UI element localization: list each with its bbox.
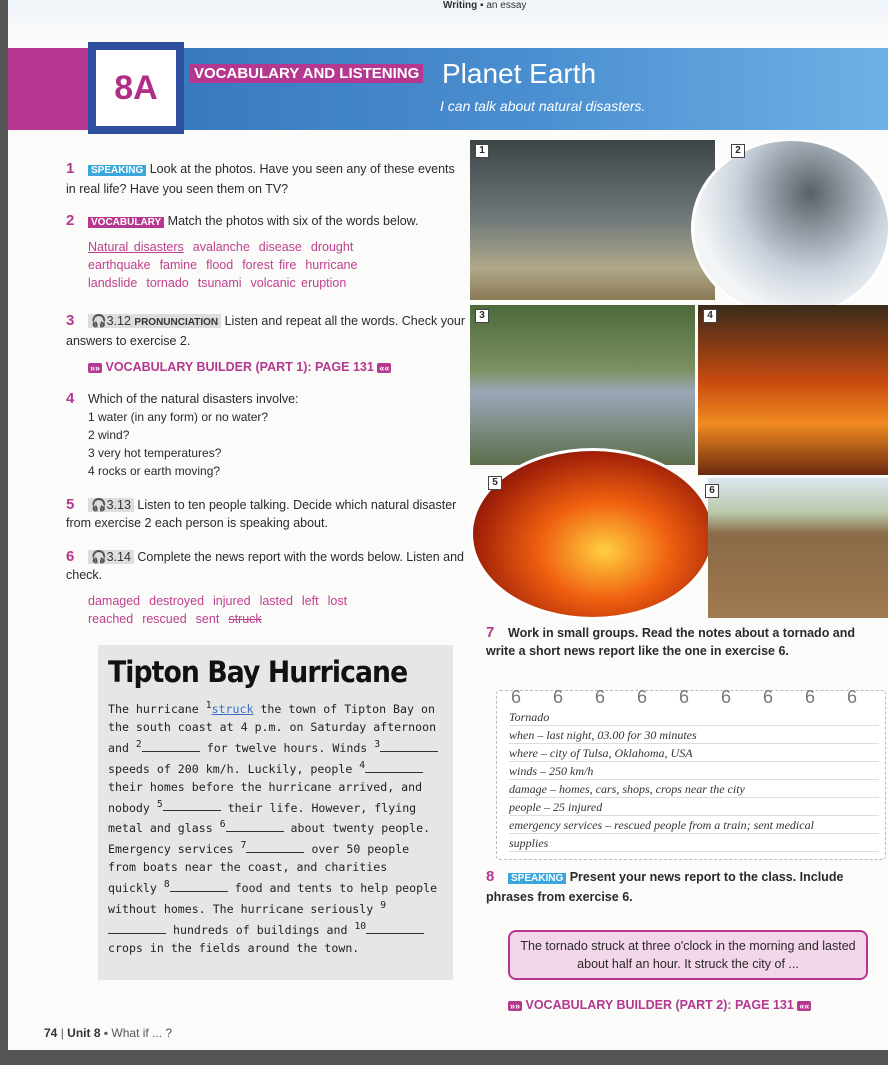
question-list: [66, 408, 466, 480]
note-line: when – last night, 03.00 for 30 minutes: [509, 727, 879, 744]
text: speeds of 200 km/h. Luckily, people: [108, 761, 360, 776]
gap-9[interactable]: [108, 933, 166, 934]
track-number: 3.14: [106, 550, 131, 564]
exercise-number: 2: [66, 212, 75, 229]
word: left: [301, 594, 319, 608]
word: destroyed: [149, 594, 205, 608]
photo-label: 1: [475, 144, 489, 158]
word: reached: [88, 612, 134, 626]
vocabulary-tag: VOCABULARY: [88, 217, 164, 228]
vocabulary-builder-link-2[interactable]: [508, 998, 811, 1012]
instruction: Work in small groups. Read the notes about a tornado and write a short news report like the one in exercise 6.: [486, 626, 856, 658]
exercise-4: [66, 390, 466, 480]
section-detail: an essay: [486, 0, 527, 11]
instruction: Complete the news report with the words below. Listen and check.: [66, 550, 464, 582]
text: their life. However, flying metal and glass: [108, 800, 417, 836]
page-number: 74: [44, 1026, 58, 1040]
note-line: supplies: [509, 835, 879, 852]
word: lasted: [259, 594, 293, 608]
word: forest fire: [242, 258, 297, 272]
page-title: Planet Earth: [442, 58, 597, 89]
headphones-icon: 🎧: [91, 498, 107, 512]
gap-2[interactable]: [142, 751, 200, 752]
question: 4 rocks or earth moving?: [88, 464, 221, 478]
section-tag: VOCABULARY AND LISTENING: [190, 64, 423, 83]
word: disease: [258, 240, 302, 254]
exercise-number: 1: [66, 160, 75, 177]
spiral-ring-icon: 6: [805, 687, 816, 707]
word: drought: [310, 240, 354, 254]
text: crops in the fields around the town.: [108, 940, 360, 955]
page-footer: 74 | Unit 8 ▪ What if ... ?: [44, 1026, 173, 1040]
footer-unit: Unit 8: [67, 1026, 101, 1040]
footer-title: What if ... ?: [111, 1026, 173, 1040]
instruction: Present your news report to the class. Include phrases from exercise 6.: [486, 870, 844, 904]
spiral-ring-icon: 6: [721, 687, 732, 707]
instruction: Listen to ten people talking. Decide which natural disaster from exercise 2 each person is speaking about.: [66, 498, 457, 530]
word: flood: [206, 258, 234, 272]
exercise-number: 4: [66, 390, 75, 407]
exercise-1: [66, 160, 466, 198]
spiral-ring-icon: 6: [763, 687, 774, 707]
speaking-tag: SPEAKING: [508, 873, 566, 884]
word: injured: [213, 594, 251, 608]
word: landslide: [88, 276, 138, 290]
track-number: 3.12: [106, 314, 131, 328]
arrow-left-icon: ««: [379, 363, 390, 373]
photo-label: 2: [731, 144, 745, 158]
note-line: winds – 250 km/h: [509, 763, 879, 780]
word: tornado: [146, 276, 189, 290]
gap-3[interactable]: [380, 751, 438, 752]
text: The hurricane: [108, 701, 206, 716]
text: the town of Tipton Bay on the south coast at 4 p.m. on Saturday afternoon and: [108, 701, 437, 755]
example-answer: struck: [211, 701, 254, 716]
word: damaged: [88, 594, 141, 608]
note-line: emergency services – rescued people from a train; sent medical: [509, 817, 879, 834]
unit-badge: [88, 42, 184, 134]
spiral-ring-icon: 6: [847, 687, 858, 707]
page-subtitle: I can talk about natural disasters.: [440, 98, 646, 114]
exercise-number: 6: [66, 548, 75, 565]
news-report: [98, 645, 453, 980]
note-line: Tornado: [509, 709, 879, 726]
word: tsunami: [197, 276, 242, 290]
instruction: Which of the natural disasters involve:: [88, 392, 299, 406]
speech-bubble: The tornado struck at three o'clock in the morning and lasted about half an hour. It struck the city of ...: [508, 930, 868, 980]
word-list-heading: Natural disasters: [88, 240, 184, 254]
text: their homes before the hurricane arrived, and nobody: [108, 779, 423, 815]
spiral-ring-icon: 6: [511, 687, 522, 707]
audio-track[interactable]: [88, 314, 221, 328]
exercise-3: [66, 312, 466, 377]
spiral-ring-icon: 6: [553, 687, 564, 707]
unit-number: 8A: [96, 50, 176, 126]
word: avalanche: [192, 240, 250, 254]
arrow-right-icon: »»: [90, 363, 101, 373]
note-line: damage – homes, cars, shops, crops near the city: [509, 781, 879, 798]
exercise-number: 8: [486, 868, 495, 885]
arrow-right-icon: »»: [510, 1001, 521, 1011]
exercise-5: [66, 496, 466, 532]
note-line: where – city of Tulsa, Oklahoma, USA: [509, 745, 879, 762]
banner-accent: [8, 48, 98, 130]
photo-label: 5: [488, 476, 502, 490]
gap-5[interactable]: [163, 810, 221, 811]
photo-volcanic-eruption: [470, 448, 715, 620]
text: for twelve hours. Winds: [206, 740, 375, 755]
word: volcanic eruption: [250, 276, 347, 290]
text: food and tents to help people without homes. The hurricane seriously: [108, 881, 438, 916]
word: famine: [159, 258, 198, 272]
pronunciation-tag: PRONUNCIATION: [134, 317, 219, 328]
news-headline: Tipton Bay Hurricane: [108, 655, 408, 689]
spiral-ring-icon: 6: [595, 687, 606, 707]
textbook-page: [8, 0, 888, 1050]
word: sent: [195, 612, 220, 626]
photo-label: 6: [705, 484, 719, 498]
news-body: The hurricane $^1$struck the town of Tipton Bay on the south coast at 4 p.m. on Saturday afternoon and $^2$ for twelve hours. Winds $^3$ speeds of 200 km/h. Luckily, people $^4$ their homes before the hurricane arrived, and nobody $^5$ their life. However, flying metal and glass $^6$ about twenty people. Emergency services $^7$ over 50 people from boats near the coast, and charities quickly $^8$ food and tents to help people without homes. The hurricane seriously $^9$ hundreds of buildings and $^{10}$ crops in the fields around the town.: [108, 700, 438, 955]
word: rescued: [142, 612, 187, 626]
audio-track[interactable]: [88, 498, 134, 512]
exercise-number: 3: [66, 312, 75, 329]
word-list: [66, 592, 466, 628]
track-number: 3.13: [106, 498, 131, 512]
gap-10[interactable]: [366, 933, 424, 934]
gap-7[interactable]: [246, 852, 304, 853]
gap-6[interactable]: [226, 831, 284, 832]
photo-tornado: [470, 140, 715, 300]
word: hurricane: [305, 258, 358, 272]
photo-avalanche: [691, 138, 888, 318]
instruction: Look at the photos. Have you seen any of these events in real life? Have you seen them on TV?: [66, 162, 455, 196]
link-text: VOCABULARY BUILDER (PART 2): PAGE 131: [525, 998, 794, 1012]
instruction: Listen and repeat all the words. Check your answers to exercise 2.: [66, 314, 466, 348]
gap-8[interactable]: [170, 891, 228, 892]
word-list: [66, 238, 466, 292]
exercise-2: [66, 212, 466, 292]
text: about twenty people. Emergency services: [108, 821, 431, 857]
exercise-number: 7: [486, 624, 495, 641]
headphones-icon: 🎧: [91, 550, 107, 564]
arrow-left-icon: ««: [799, 1001, 810, 1011]
photo-label: 4: [703, 309, 717, 323]
text: hundreds of buildings and: [172, 922, 355, 937]
photo-drought: [708, 478, 888, 618]
audio-track[interactable]: [88, 550, 134, 564]
spiral-ring-icon: 6: [637, 687, 648, 707]
exercise-number: 5: [66, 496, 75, 513]
headphones-icon: 🎧: [91, 314, 107, 328]
instruction: Match the photos with six of the words below.: [167, 214, 419, 228]
exercise-7: [486, 624, 886, 660]
word: lost: [327, 594, 348, 608]
exercise-8: [486, 868, 886, 906]
question: 3 very hot temperatures?: [88, 446, 222, 460]
next-section: Writing ▪ an essay: [443, 0, 527, 11]
notebook-notes: [496, 687, 886, 860]
section-label: Writing: [443, 0, 478, 11]
question: 2 wind?: [88, 428, 130, 442]
exercise-6: [66, 548, 466, 628]
word: struck: [228, 612, 262, 626]
word: earthquake: [88, 258, 151, 272]
vocabulary-builder-link[interactable]: [66, 358, 466, 377]
photo-forest-fire: [698, 305, 888, 475]
speaking-tag: SPEAKING: [88, 165, 146, 176]
question: 1 water (in any form) or no water?: [88, 410, 269, 424]
note-line: people – 25 injured: [509, 799, 879, 816]
photo-landslide: [470, 305, 695, 465]
link-text: VOCABULARY BUILDER (PART 1): PAGE 131: [105, 360, 374, 374]
photo-label: 3: [475, 309, 489, 323]
gap-4[interactable]: [365, 772, 423, 773]
text: over 50 people from boats near the coast, and charities quickly: [108, 842, 410, 896]
spiral-ring-icon: 6: [679, 687, 690, 707]
